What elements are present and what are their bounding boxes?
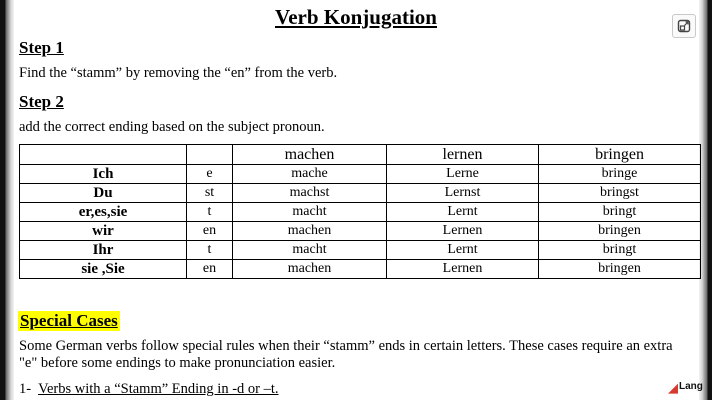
form-cell: bringe [539, 165, 701, 184]
ending-cell: en [187, 222, 233, 241]
step1-text: Find the “stamm” by removing the “en” from the verb. [19, 65, 338, 81]
exit-fullscreen-button[interactable] [672, 14, 696, 38]
header-empty-cell [20, 145, 187, 165]
form-cell: machen [233, 222, 387, 241]
form-cell: bringen [539, 222, 701, 241]
left-frame-edge [0, 0, 14, 400]
form-cell: bringst [539, 184, 701, 203]
form-cell: Lernt [387, 241, 539, 260]
ending-cell: t [187, 203, 233, 222]
ending-cell: st [187, 184, 233, 203]
special-cases-heading: Special Cases [20, 311, 118, 330]
special-case-item [19, 381, 279, 398]
ending-cell: e [187, 165, 233, 184]
table-header-row [20, 145, 701, 165]
header-verb: lernen [387, 145, 539, 165]
logo-text: Lang [679, 381, 703, 392]
ending-cell: en [187, 260, 233, 279]
table-row [20, 241, 701, 260]
item-text: Verbs with a “Stamm” Ending in -d or –t. [38, 381, 279, 397]
step2-heading: Step 2 [19, 92, 64, 111]
form-cell: Lerne [387, 165, 539, 184]
pronoun-cell: Ihr [20, 241, 187, 260]
pronoun-cell: sie ,Sie [20, 260, 187, 279]
form-cell: machst [233, 184, 387, 203]
form-cell: machen [233, 260, 387, 279]
exit-fullscreen-icon [677, 19, 691, 33]
table-row [20, 165, 701, 184]
header-ending-cell [187, 145, 233, 165]
header-verb: bringen [539, 145, 701, 165]
form-cell: bringt [539, 203, 701, 222]
item-number: 1- [19, 381, 32, 397]
form-cell: Lernen [387, 260, 539, 279]
pronoun-cell: Du [20, 184, 187, 203]
form-cell: Lernst [387, 184, 539, 203]
form-cell: macht [233, 241, 387, 260]
form-cell: macht [233, 203, 387, 222]
step1-heading: Step 1 [19, 38, 64, 57]
pronoun-cell: er,es,sie [20, 203, 187, 222]
form-cell: Lernt [387, 203, 539, 222]
logo-mark: ◢ [668, 380, 678, 395]
pronoun-cell: wir [20, 222, 187, 241]
table-row [20, 222, 701, 241]
ending-cell: t [187, 241, 233, 260]
step2-text: add the correct ending based on the subject pronoun. [19, 119, 325, 135]
form-cell: mache [233, 165, 387, 184]
form-cell: bringen [539, 260, 701, 279]
table-row [20, 203, 701, 222]
page-title: Verb Konjugation [274, 5, 437, 29]
form-cell: Lernen [387, 222, 539, 241]
table-row [20, 260, 701, 279]
header-verb: machen [233, 145, 387, 165]
brand-logo [668, 381, 703, 395]
table-row [20, 184, 701, 203]
conjugation-table [19, 144, 701, 279]
special-cases-paragraph: Some German verbs follow special rules when their “stamm” ends in certain letters. These cases require an extra "e" before some endings to make pronunciation easier. [19, 338, 673, 371]
form-cell: bringt [539, 241, 701, 260]
pronoun-cell: Ich [20, 165, 187, 184]
